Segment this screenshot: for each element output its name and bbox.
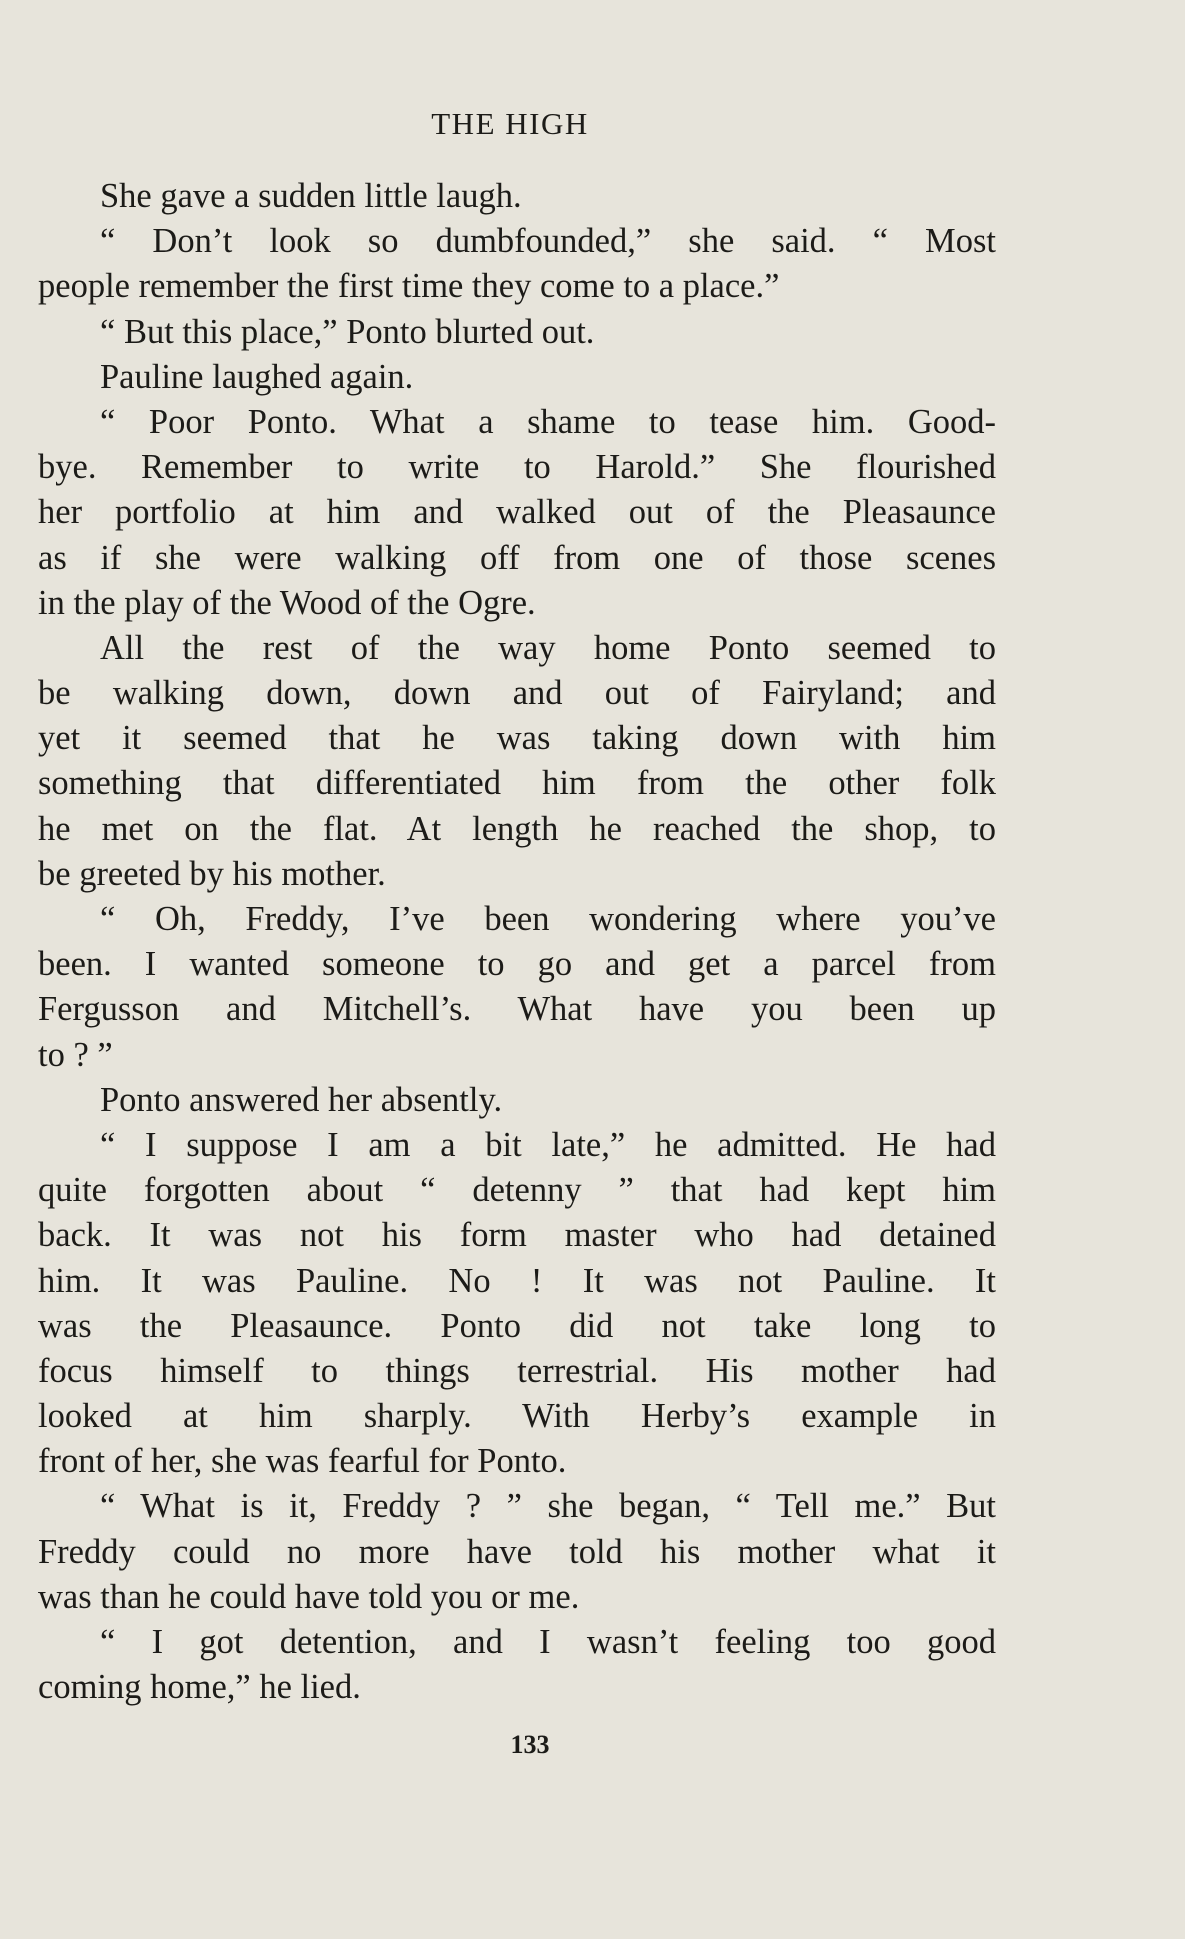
text-line: bye. Remember to write to Harold.” She flourished xyxy=(38,448,996,487)
text-line: be greeted by his mother. xyxy=(38,854,386,893)
text-line: front of her, she was fearful for Ponto. xyxy=(38,1442,567,1481)
text-line: been. I wanted someone to go and get a parcel from xyxy=(38,945,996,984)
text-line: Fergusson and Mitchell’s. What have you been up xyxy=(38,990,996,1029)
text-line: to ? ” xyxy=(38,1035,113,1074)
text-line: Freddy could no more have told his mother what it xyxy=(38,1532,996,1571)
text-line: “ Don’t look so dumbfounded,” she said. “ Most xyxy=(100,222,996,261)
text-line: “ I got detention, and I wasn’t feeling too good xyxy=(100,1623,996,1661)
text-line: “ But this place,” Ponto blurted out. xyxy=(100,312,595,351)
text-line: “ Oh, Freddy, I’ve been wondering where you’ve xyxy=(100,900,996,938)
text-line: She gave a sudden little laugh. xyxy=(100,177,522,215)
text-line: Ponto answered her absently. xyxy=(100,1080,503,1119)
text-line: as if she were walking off from one of those scenes xyxy=(38,538,996,577)
text-line: “ Poor Ponto. What a shame to tease him. Good- xyxy=(100,402,996,441)
text-line: he met on the flat. At length he reached the shop, to xyxy=(38,809,996,848)
text-line: focus himself to things terrestrial. His mother had xyxy=(38,1351,996,1390)
text-line: yet it seemed that he was taking down with him xyxy=(38,719,996,758)
text-line: All the rest of the way home Ponto seemed to xyxy=(100,628,996,667)
text-line: something that differentiated him from the other folk xyxy=(38,764,996,803)
page-number: 133 xyxy=(510,1730,550,1759)
text-line: Pauline laughed again. xyxy=(100,357,414,396)
text-line: looked at him sharply. With Herby’s example in xyxy=(38,1397,996,1436)
text-line: back. It was not his form master who had detained xyxy=(38,1216,996,1255)
text-line: in the play of the Wood of the Ogre. xyxy=(38,583,536,622)
body-text xyxy=(38,174,996,1710)
text-line: people remember the first time they come to a place.” xyxy=(38,267,780,306)
text-line: him. It was Pauline. No ! It was not Pauline. It xyxy=(38,1261,996,1300)
text-line: was the Pleasaunce. Ponto did not take long to xyxy=(38,1306,996,1345)
text-line: quite forgotten about “ detenny ” that had kept him xyxy=(38,1171,996,1210)
text-line: coming home,” he lied. xyxy=(38,1668,361,1707)
text-line: be walking down, down and out of Fairyland; and xyxy=(38,674,996,713)
text-line: her portfolio at him and walked out of the Pleasaunce xyxy=(38,493,996,532)
text-line: “ What is it, Freddy ? ” she began, “ Tell me.” But xyxy=(100,1487,996,1526)
text-line: was than he could have told you or me. xyxy=(38,1577,580,1616)
running-head: THE HIGH xyxy=(431,106,589,141)
text-line: “ I suppose I am a bit late,” he admitted. He had xyxy=(100,1125,996,1164)
